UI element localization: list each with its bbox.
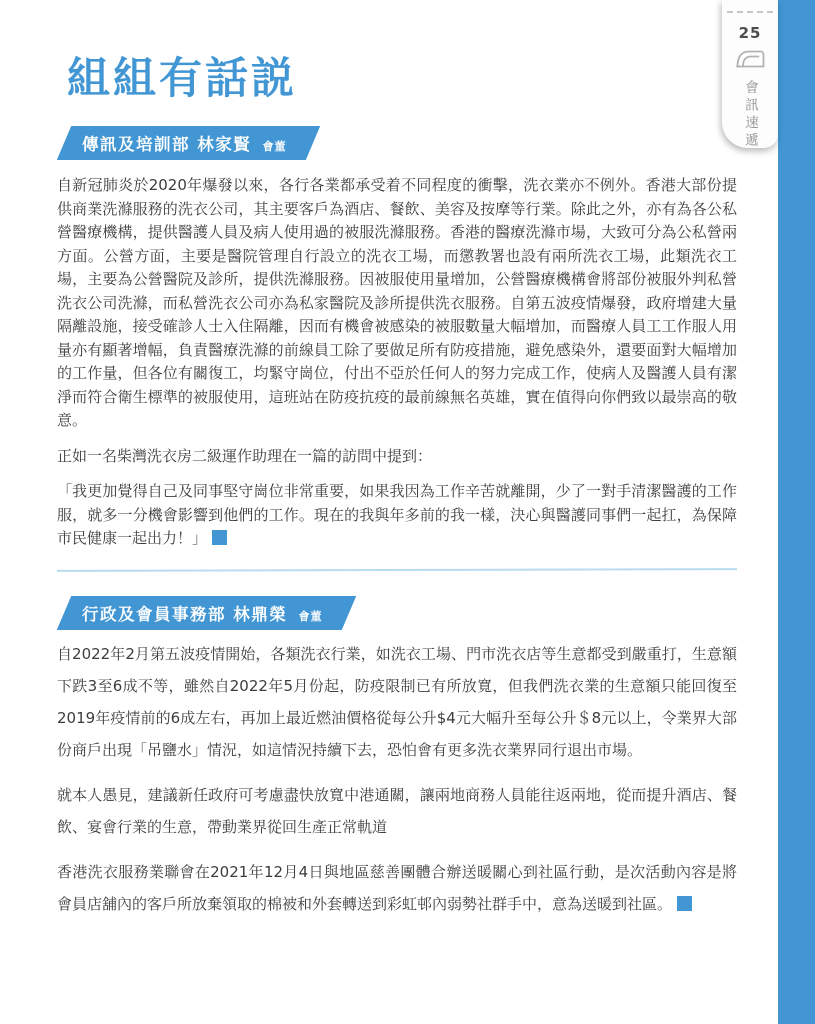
content-column (0, 56, 815, 920)
paragraph (57, 480, 737, 551)
section-banner (57, 126, 320, 160)
paragraph: 就本人愚見，建議新任政府可考慮盡快放寬中港通關，讓兩地商務人員能往返兩地，從而提升酒店、餐飲、宴會行業的生意，帶動業界從回生產正常軌道 (57, 785, 737, 836)
section-communications (57, 103, 737, 551)
paragraph-text: 「我更加覺得自己及同事堅守崗位非常重要，如果我因為工作辛苦就離開，少了一對手清潔醫護的工作服，就多一分機會影響到他們的工作。現在的我與年多前的我一樣，決心與醫護同事們一起扛，為保障市民健康一起出力！」 (57, 482, 737, 548)
banner-rank: 會董 (298, 609, 323, 623)
banner-department-author: 行政及會員事務部 林鼎榮 (82, 604, 288, 624)
banner-department-author: 傳訊及培訓部 林家賢 (82, 135, 252, 155)
paragraph (57, 856, 737, 920)
tab-title: 會訊速遞 (742, 80, 758, 150)
paragraph-text: 香港洗衣服務業聯會在2021年12月4日與地區慈善團體合辦送暖關心到社區行動，是次活動內容是將會員店舖內的客戶所放棄領取的棉被和外套轉送到彩虹邨內弱勢社群手中，意為送暖到社區。 (57, 862, 737, 913)
page-title: 組組有話説 (67, 54, 297, 104)
perforation-line (727, 11, 773, 13)
paragraph: 正如一名柴灣洗衣房二級運作助理在一篇的訪問中提到： (57, 446, 433, 465)
end-square-mark (677, 896, 692, 911)
paragraph: 自新冠肺炎於2020年爆發以來，各行各業都承受着不同程度的衝擊，洗衣業亦不例外。香港大部份提供商業洗滌服務的洗衣公司，其主要客戶為酒店、餐飲、美容及按摩等行業。除此之外，亦有為各公私營醫療機構，提供醫護人員及病人使用過的被服洗滌服務。香港的醫療洗滌市場，大致可分為公私營兩方面。公營方面，主要是醫院管理自行設立的洗衣工場，而懲教署也設有兩所洗衣工場，此類洗衣工場，主要為公營醫院及診所，提供洗滌服務。因被服使用量增加，公營醫療機構會將部份被服外判私營洗衣公司洗滌，而私營洗衣公司亦為私家醫院及診所提供洗衣服務。自第五波疫情爆發，政府增建大量隔離設施，接受確診人士入住隔離，因而有機會被感染的被服數量大幅增加，而醫療人員工工作服人用量亦有顯著增幅，負責醫療洗滌的前線員工除了要做足所有防疫措施，避免感染外，還要面對大幅增加的工作量，但各位有關復工，均緊守崗位，付出不亞於任何人的努力完成工作，使病人及醫護人員有潔淨而符合衛生標準的被服使用，這班站在防疫抗疫的最前線無名英雄，實在值得向你們致以最崇高的敬意。 (57, 176, 737, 430)
section-administration (57, 571, 737, 920)
banner-text (82, 601, 323, 625)
banner-text (82, 131, 287, 155)
paragraph: 自2022年2月第五波疫情開始，各類洗衣行業，如洗衣工場、門市洗衣店等生意都受到嚴重打，生意額下跌3至6成不等，雖然自2022年5月份起，防疫限制已有所放寬，但我們洗衣業的生意額只能回復至2019年疫情前的6成左右，再加上最近燃油價格從每公升$4元大幅升至每公升＄8元以上，令業界大部份商戶出現「吊鹽水」情況，如這情況持續下去，恐怕會有更多洗衣業界同行退出市場。 (57, 644, 737, 759)
section-banner (57, 596, 356, 630)
end-square-mark (212, 530, 227, 545)
banner-rank: 會董 (262, 140, 287, 154)
page-number: 25 (738, 24, 762, 42)
